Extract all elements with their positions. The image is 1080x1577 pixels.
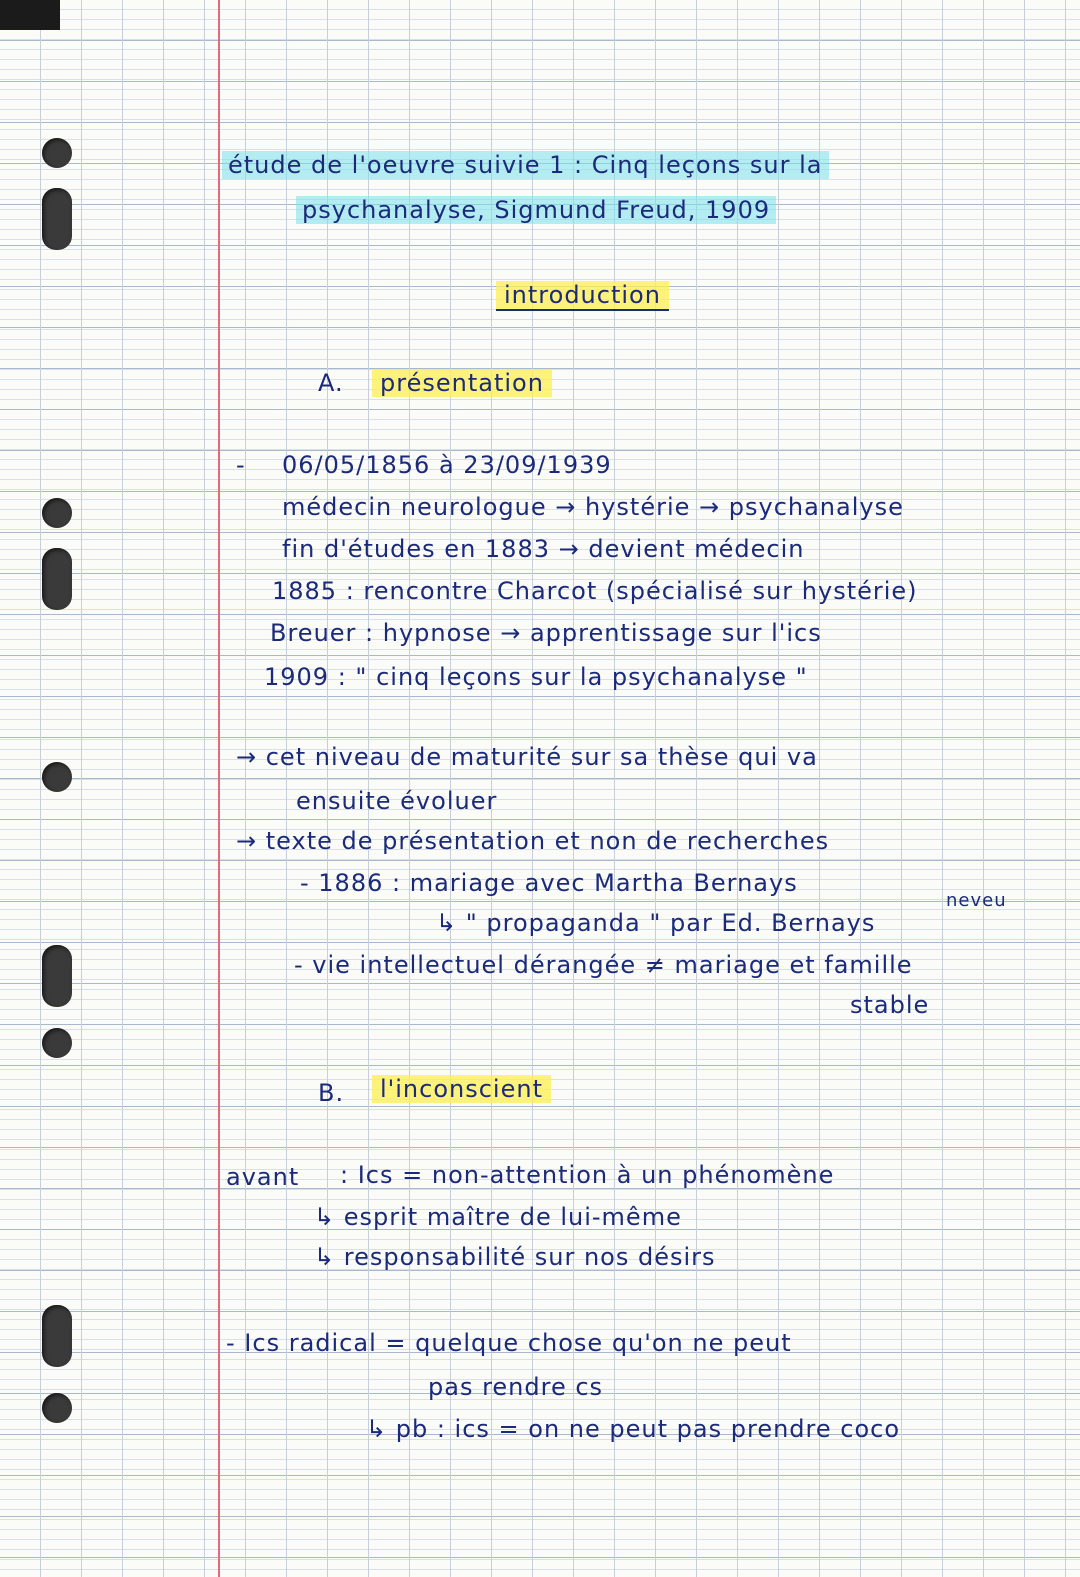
intro-heading: [496, 280, 669, 310]
title-line-2-text: psychanalyse, Sigmund Freud, 1909: [296, 196, 776, 224]
bio-line-breuer: Breuer : hypnose → apprentissage sur l'ics: [270, 619, 822, 647]
binder-hole-icon: [42, 1028, 72, 1058]
binder-hole-icon: [42, 762, 72, 792]
line-responsabilite: ↳ responsabilité sur nos désirs: [314, 1243, 716, 1271]
bullet-dash: -: [236, 451, 246, 479]
section-b-title-text: l'inconscient: [372, 1075, 551, 1103]
title-line-2: [296, 195, 776, 225]
title-line-1: [222, 150, 829, 180]
bio-line-dates: 06/05/1856 à 23/09/1939: [282, 451, 612, 479]
binder-hole-icon: [42, 1305, 72, 1367]
line-esprit: ↳ esprit maître de lui-même: [314, 1203, 682, 1231]
section-a-title: [372, 368, 552, 398]
line-pb: ↳ pb : ics = on ne peut pas prendre coco: [366, 1415, 901, 1443]
binder-hole-icon: [42, 945, 72, 1007]
note-marriage: - 1886 : mariage avec Martha Bernays: [300, 869, 798, 897]
note-presentation: → texte de présentation et non de recherches: [236, 827, 830, 855]
note-maturity: → cet niveau de maturité sur sa thèse qui va: [236, 743, 818, 771]
binder-hole-icon: [42, 1393, 72, 1423]
bio-line-1909: 1909 : " cinq leçons sur la psychanalyse ": [264, 663, 808, 691]
line-avant: avant: [226, 1163, 300, 1191]
section-a-letter: A.: [318, 369, 344, 397]
dark-corner: [0, 0, 60, 30]
note-vie-intellectuelle: - vie intellectuel dérangée ≠ mariage et famille: [294, 951, 913, 979]
note-neveu: neveu: [946, 890, 1007, 911]
note-maturity-cont: ensuite évoluer: [296, 787, 498, 815]
bio-line-charcot: 1885 : rencontre Charcot (spécialisé sur hystérie): [272, 577, 918, 605]
note-propaganda: ↳ " propaganda " par Ed. Bernays: [436, 909, 876, 937]
binder-hole-icon: [42, 138, 72, 168]
binder-hole-icon: [42, 498, 72, 528]
title-line-1-text: étude de l'oeuvre suivie 1 : Cinq leçons sur la: [222, 151, 829, 179]
section-b-title: [372, 1074, 551, 1104]
line-ics-radical-cont: pas rendre cs: [428, 1373, 604, 1401]
note-stable: stable: [850, 991, 930, 1019]
bio-line-career: médecin neurologue → hystérie → psychanalyse: [282, 493, 904, 521]
binder-hole-icon: [42, 188, 72, 250]
intro-heading-text: introduction: [496, 281, 669, 311]
binder-hole-icon: [42, 548, 72, 610]
bio-line-studies: fin d'études en 1883 → devient médecin: [282, 535, 805, 563]
line-ics-radical: - Ics radical = quelque chose qu'on ne peut: [226, 1329, 792, 1357]
section-a-title-text: présentation: [372, 369, 552, 397]
section-b-letter: B.: [318, 1079, 345, 1107]
line-ics-definition: : Ics = non-attention à un phénomène: [340, 1161, 835, 1189]
